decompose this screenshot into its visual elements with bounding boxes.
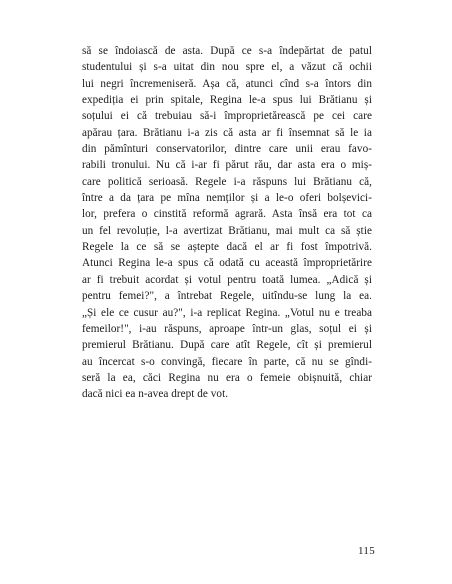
text-line: lui negri încremeniseră. Așa că, atunci cînd s-a întors din [82, 77, 372, 90]
text-line: să se îndoiască de asta. După ce s-a îndepărtat de patul [82, 45, 372, 57]
text-line: au încercat s-o convingă, fiecare în parte, că nu se gîndi- [82, 355, 372, 368]
text-line: lor, prefera o cinstită reformă agrară. Asta însă era tot ca [82, 208, 372, 221]
text-line: apărau țara. Brătianu i-a zis că asta ar fi însemnat să le ia [82, 126, 372, 139]
text-line: femeilor!", i-au răspuns, aproape într-un glas, soțul ei și [82, 322, 372, 335]
text-line: seră la ea, căci Regina nu era o femeie obișnuită, chiar [82, 371, 372, 384]
text-line: Atunci Regina le-a spus că odată cu această împroprietărire [82, 257, 372, 270]
text-line: între a da țara pe mîna nemților și a le-o oferi bolșevici- [82, 192, 372, 205]
text-line: pentru femei?", a întrebat Regele, uitîndu-se lung la ea. [82, 290, 372, 303]
text-line: expediția ei prin spitale, Regina le-a spus lui Brătianu și [82, 94, 372, 107]
text-line: rabili tronului. Nu că i-ar fi părut rău, dar asta era o miș- [82, 159, 372, 172]
text-line: studentului și s-a uitat din nou spre el, a văzut că ochii [82, 61, 372, 74]
text-line: premierul Brătianu. După care atît Regele, cît și premierul [82, 339, 372, 352]
text-line: din pămînturi conservatorilor, dintre care unii erau favo- [82, 143, 372, 156]
text-line: dacă nici ea n-avea drept de vot. [82, 388, 229, 401]
text-line: un fel revoluție, l-a avertizat Brătianu, mai mult ca să știe [82, 224, 372, 237]
text-line: ar fi trebuit acordat și votul pentru toată lumea. „Adică și [82, 273, 372, 286]
body-text [82, 43, 372, 403]
text-line: soțului ei că trebuiau să-i împroprietărească pe cei care [82, 110, 372, 123]
page-number: 115 [358, 545, 375, 557]
text-line: „Și ele ce cusur au?", i-a replicat Regina. „Votul nu e treaba [82, 306, 372, 319]
text-line: Regele la ce să se aștepte dacă el ar fi fost împotrivă. [82, 241, 372, 254]
text-line: care politică serioasă. Regele i-a răspuns lui Brătianu că, [82, 175, 372, 188]
